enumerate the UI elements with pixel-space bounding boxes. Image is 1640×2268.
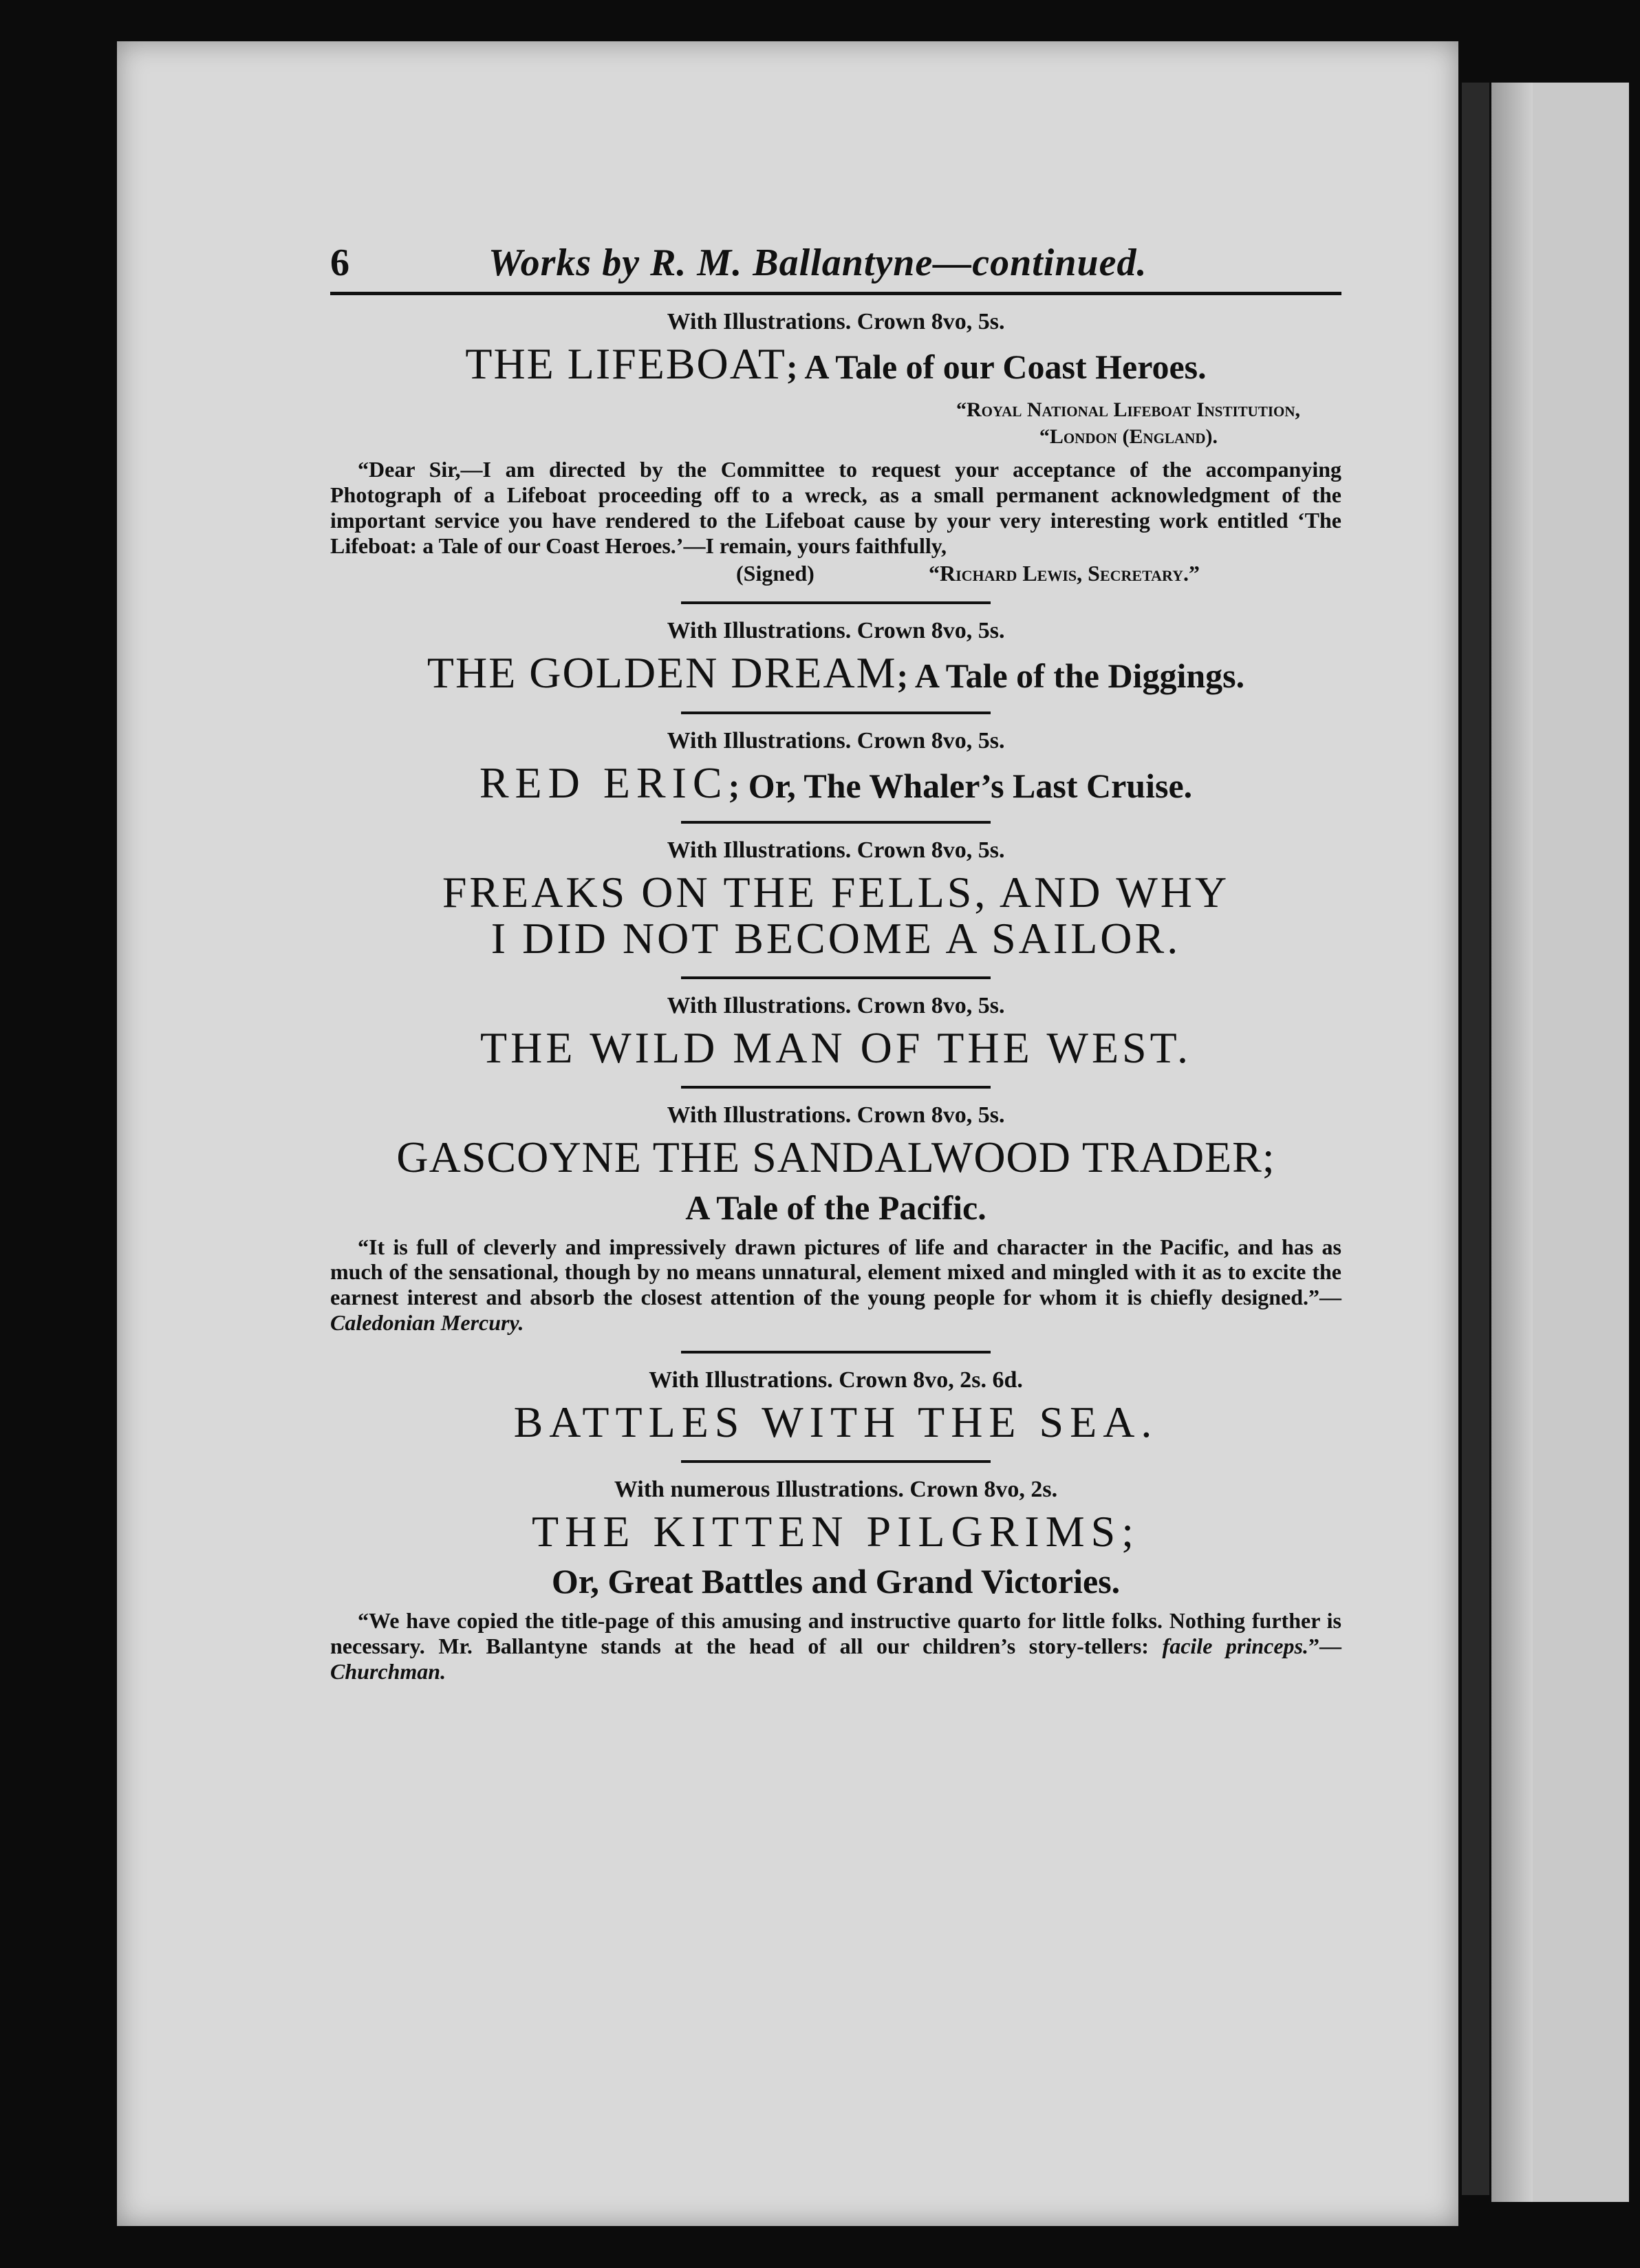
quote-source: Churchman. <box>330 1658 446 1684</box>
title-main: THE GOLDEN DREAM <box>427 648 897 698</box>
book-title <box>330 1399 1341 1445</box>
title-subtitle: ; A Tale of the Diggings. <box>896 656 1245 696</box>
book-entry-kitten-pilgrims <box>330 1477 1341 1684</box>
title-subtitle: A Tale of the Pacific. <box>685 1188 986 1227</box>
book-entry-wild-man <box>330 993 1341 1089</box>
book-entry-battles-with-the-sea <box>330 1367 1341 1463</box>
book-entry-golden-dream <box>330 618 1341 714</box>
address-line: “Royal National Lifeboat Institution, <box>956 398 1300 422</box>
section-divider <box>681 976 991 979</box>
quote-source: Caledonian Mercury. <box>330 1309 524 1335</box>
book-entry-gascoyne <box>330 1102 1341 1353</box>
edition-info: With Illustrations. Crown 8vo, 5s. <box>667 727 1005 753</box>
book-entry-freaks-on-the-fells <box>330 837 1341 979</box>
book-title <box>330 760 1341 806</box>
signed-label: (Signed) <box>736 561 814 586</box>
book-entry-lifeboat <box>330 309 1341 604</box>
quote-text: “We have copied the title-page of this amusing and instructive quarto for little folks. Nothing further is necessary. Mr. Ballantyne stands at the head of all our children’s story-tellers: <box>330 1608 1341 1658</box>
letter-signature <box>330 561 1341 586</box>
title-subtitle: Or, Great Battles and Grand Victories. <box>551 1562 1121 1601</box>
letter-address <box>330 396 1341 450</box>
title-subtitle: ; Or, The Whaler’s Last Cruise. <box>728 766 1193 805</box>
title-line: I DID NOT BECOME A SAILOR. <box>490 913 1181 963</box>
quote-italic: facile princeps. <box>1162 1633 1309 1658</box>
facing-page-edge <box>1491 83 1629 2202</box>
running-title: Works by R. M. Ballantyne—continued. <box>488 242 1147 284</box>
title-main: GASCOYNE THE SANDALWOOD TRADER; <box>396 1133 1275 1182</box>
page-content <box>330 241 1341 1684</box>
edition-info: With Illustrations. Crown 8vo, 5s. <box>667 1102 1005 1128</box>
book-title <box>330 869 1341 961</box>
edition-info: With numerous Illustrations. Crown 8vo, 2s. <box>614 1476 1058 1502</box>
section-divider <box>681 1460 991 1463</box>
book-title <box>330 341 1341 387</box>
edition-info: With Illustrations. Crown 8vo, 5s. <box>667 993 1005 1019</box>
edition-info: With Illustrations. Crown 8vo, 2s. 6d. <box>649 1367 1023 1393</box>
edition-info: With Illustrations. Crown 8vo, 5s. <box>667 618 1005 644</box>
edition-info: With Illustrations. Crown 8vo, 5s. <box>667 837 1005 863</box>
title-main: THE WILD MAN OF THE WEST. <box>480 1023 1191 1073</box>
quote-end: ”— <box>1308 1633 1342 1658</box>
book-title <box>330 1134 1341 1180</box>
title-main: BATTLES WITH THE SEA. <box>513 1397 1158 1446</box>
book-title <box>330 1025 1341 1071</box>
title-main: THE LIFEBOAT <box>465 339 786 388</box>
section-divider <box>681 821 991 824</box>
quote-text: “It is full of cleverly and impressively drawn pictures of life and character in the Pacific, and has as much of the sensational, though by no means unnatural, element mixed and mingled with it as to excite the earnest interest and absorb the closest attention of the young people for whom it is chiefly designed.”— <box>330 1234 1341 1310</box>
section-divider <box>681 1351 991 1354</box>
title-main: THE KITTEN PILGRIMS; <box>532 1506 1140 1556</box>
review-quote <box>330 1234 1341 1336</box>
book-title <box>330 650 1341 696</box>
book-entry-red-eric <box>330 728 1341 824</box>
title-line: FREAKS ON THE FELLS, AND WHY <box>442 867 1230 917</box>
testimonial-letter <box>330 457 1341 558</box>
address-line: “London (England). <box>1039 425 1218 449</box>
book-gutter <box>1462 83 1489 2195</box>
section-divider <box>681 712 991 714</box>
edition-info: With Illustrations. Crown 8vo, 5s. <box>667 309 1005 334</box>
page-number: 6 <box>330 242 349 284</box>
title-main: RED ERIC <box>479 758 729 807</box>
letter-text: “Dear Sir,—I am directed by the Committee to request your acceptance of the accompanying Photograph of a Lifeboat proceeding off to a wreck, as a small permanent acknowledgment of the important service you have rendered to the Lifeboat cause by your very interesting work entitled ‘The Lifeboat: a Tale of our Coast Heroes.’—I remain, yours faithfully, <box>330 457 1341 558</box>
review-quote <box>330 1608 1341 1684</box>
section-divider <box>681 601 991 604</box>
book-title <box>330 1508 1341 1554</box>
section-divider <box>681 1086 991 1089</box>
running-head <box>330 241 1341 295</box>
title-subtitle: ; A Tale of our Coast Heroes. <box>786 347 1207 386</box>
signatory: “Richard Lewis, Secretary.” <box>929 561 1200 586</box>
